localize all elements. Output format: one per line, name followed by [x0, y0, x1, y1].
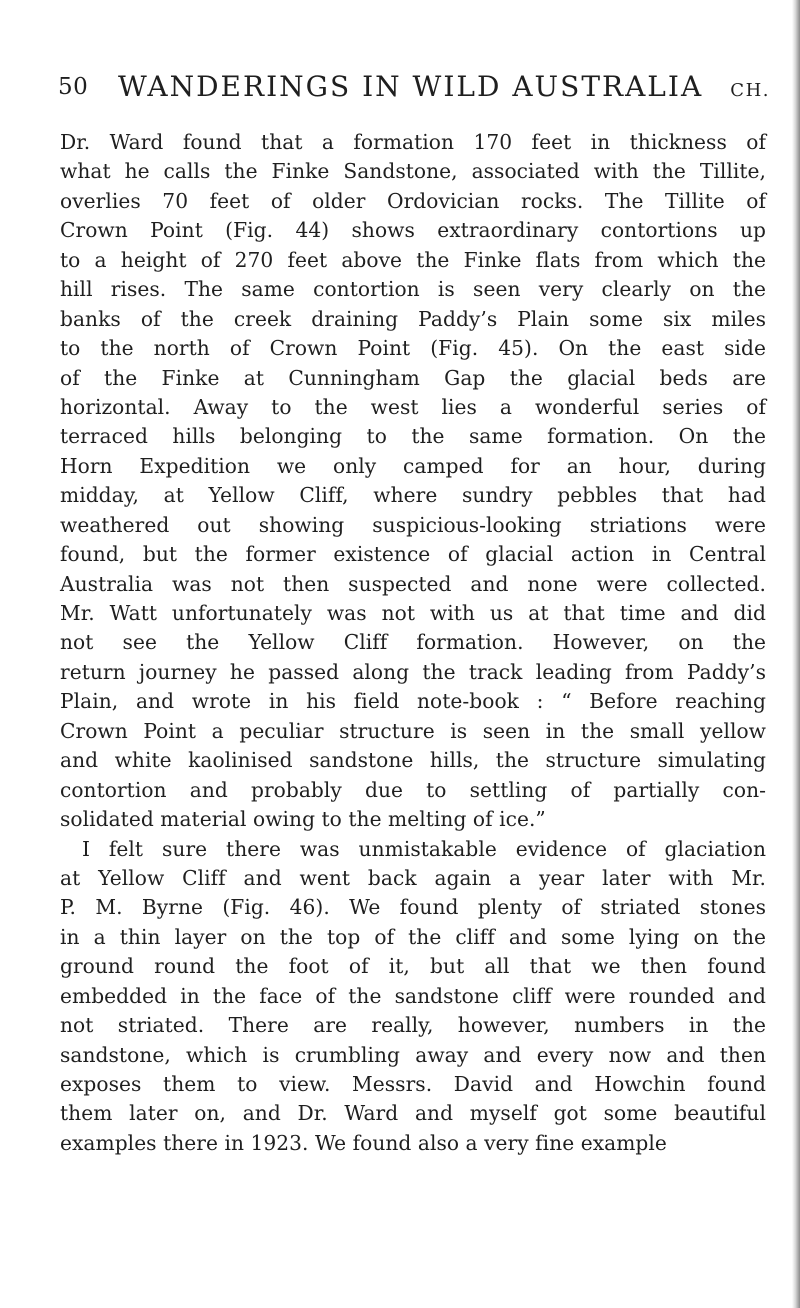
running-header [58, 70, 770, 110]
text-line: at Yellow Cliff and went back again a year later with Mr. [60, 865, 766, 890]
text-line: ground round the foot of it, but all that we then found [60, 954, 766, 979]
text-line: Horn Expedition we only camped for an hour, during [60, 453, 766, 478]
text-line: return journey he passed along the track leading from Paddy’s [60, 659, 766, 684]
text-line: to the north of Crown Point (Fig. 45). On the east side [60, 336, 766, 361]
text-line: embedded in the face of the sandstone cliff were rounded and [60, 983, 766, 1008]
text-line: banks of the creek draining Paddy’s Plain some six miles [60, 306, 766, 331]
chapter-label: CH. [730, 80, 770, 101]
text-line: and white kaolinised sandstone hills, the structure simulating [60, 748, 766, 773]
paragraph [60, 835, 766, 1159]
text-line: horizontal. Away to the west lies a wonderful series of [60, 394, 766, 419]
text-line: what he calls the Finke Sandstone, associated with the Tillite, [60, 159, 766, 184]
text-line: found, but the former existence of glacial action in Central [60, 542, 766, 567]
body-text [60, 128, 766, 1158]
page-number: 50 [58, 74, 89, 100]
text-line: overlies 70 feet of older Ordovician rocks. The Tillite of [60, 188, 766, 213]
text-line: exposes them to view. Messrs. David and Howchin found [60, 1072, 766, 1096]
text-line: Mr. Watt unfortunately was not with us at that time and did [60, 601, 766, 625]
text-line: Crown Point a peculiar structure is seen in the small yellow [60, 718, 766, 743]
running-title: WANDERINGS IN WILD AUSTRALIA [118, 70, 704, 103]
text-line: solidated material owing to the melting of ice.” [60, 807, 546, 832]
text-line: weathered out showing suspicious-looking striations were [60, 512, 766, 537]
text-line: midday, at Yellow Cliff, where sundry pebbles that had [60, 483, 766, 508]
text-line: examples there in 1923. We found also a very fine example [60, 1130, 667, 1155]
text-line: P. M. Byrne (Fig. 46). We found plenty of striated stones [60, 895, 766, 920]
text-line: them later on, and Dr. Ward and myself got some beautiful [60, 1101, 766, 1126]
text-line: sandstone, which is crumbling away and every now and then [60, 1042, 766, 1067]
text-line: Dr. Ward found that a formation 170 feet in thickness of [60, 130, 766, 154]
text-line: Crown Point (Fig. 44) shows extraordinary contortions up [60, 218, 766, 243]
text-line: not see the Yellow Cliff formation. However, on the [60, 630, 766, 655]
page-edge-shadow [792, 0, 800, 1308]
text-line: Plain, and wrote in his field note-book : “ Before reaching [60, 689, 766, 714]
text-line: terraced hills belonging to the same formation. On the [60, 424, 766, 449]
text-line: hill rises. The same contortion is seen very clearly on the [60, 277, 766, 302]
text-line: contortion and probably due to settling of partially con- [60, 777, 766, 802]
text-line: to a height of 270 feet above the Finke flats from which the [60, 247, 766, 272]
text-line: of the Finke at Cunningham Gap the glacial beds are [60, 365, 766, 390]
text-line: not striated. There are really, however, numbers in the [60, 1013, 766, 1038]
text-line: I felt sure there was unmistakable evidence of glaciation [82, 836, 766, 861]
text-line: Australia was not then suspected and none were collected. [60, 571, 766, 596]
text-line: in a thin layer on the top of the cliff and some lying on the [60, 924, 766, 949]
paragraph [60, 128, 766, 835]
